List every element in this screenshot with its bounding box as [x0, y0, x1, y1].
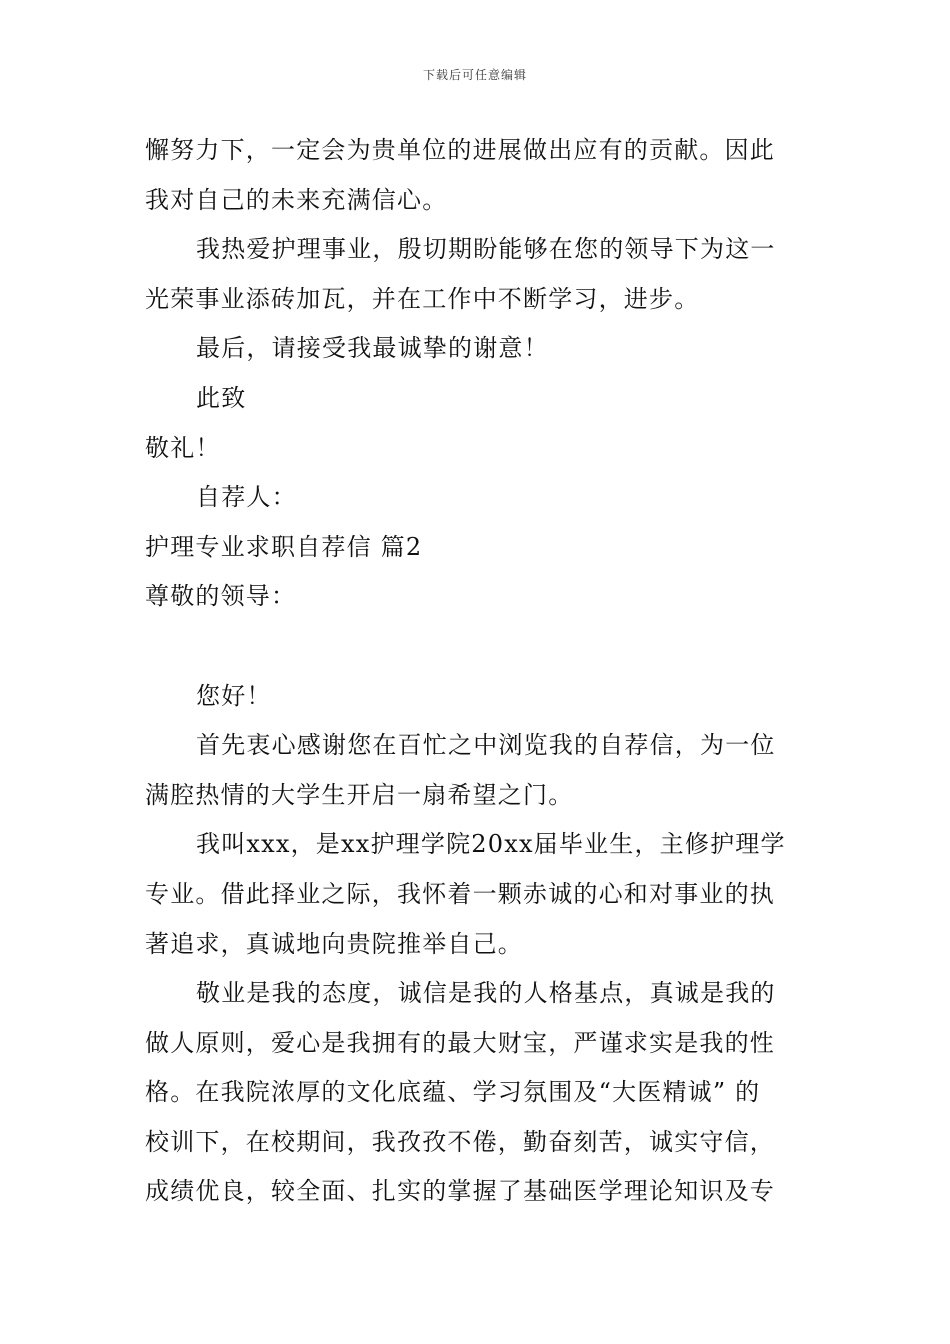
greeting-recipient: 尊敬的领导：: [145, 582, 297, 611]
closing-regards: 敬礼！: [145, 433, 221, 462]
text-line: 我叫xxx，是xx护理学院20xx届毕业生，主修护理学: [196, 830, 786, 859]
text-line: 专业。借此择业之际，我怀着一颗赤诚的心和对事业的执: [145, 879, 775, 908]
text-line: 懈努力下，一定会为贵单位的进展做出应有的贡献。因此: [145, 136, 775, 164]
text-line: 著追求，真诚地向贵院推举自己。: [145, 929, 523, 958]
greeting: 您好！: [196, 681, 272, 710]
closing-salutation: 此致: [196, 383, 247, 412]
text-line: 我对自己的未来充满信心。: [145, 185, 448, 214]
text-line: 光荣事业添砖加瓦，并在工作中不断学习，进步。: [145, 284, 700, 313]
page-header: 下载后可任意编辑: [422, 68, 527, 82]
text-line: 满腔热情的大学生开启一扇希望之门。: [145, 780, 574, 809]
text-line: 做人原则，爱心是我拥有的最大财宝，严谨求实是我的性: [145, 1028, 775, 1057]
text-line: 校训下，在校期间，我孜孜不倦，勤奋刻苦，诚实守信，: [145, 1127, 775, 1156]
text-line: 成绩优良，较全面、扎实的掌握了基础医学理论知识及专: [145, 1177, 775, 1206]
text-line: 格。在我院浓厚的文化底蕴、学习氛围及“大医精诚” 的: [145, 1078, 761, 1107]
text-line: 我热爱护理事业，殷切期盼能够在您的领导下为这一: [196, 235, 776, 264]
signature-label: 自荐人：: [196, 483, 297, 512]
blank-line: [145, 622, 810, 672]
text-line: 最后，请接受我最诚挚的谢意！: [196, 334, 549, 363]
document-body: [145, 126, 810, 1217]
section-title: 护理专业求职自荐信 篇2: [145, 532, 423, 561]
text-line: 首先衷心感谢您在百忙之中浏览我的自荐信，为一位: [196, 731, 776, 760]
text-line: 敬业是我的态度，诚信是我的人格基点，真诚是我的: [196, 979, 776, 1008]
